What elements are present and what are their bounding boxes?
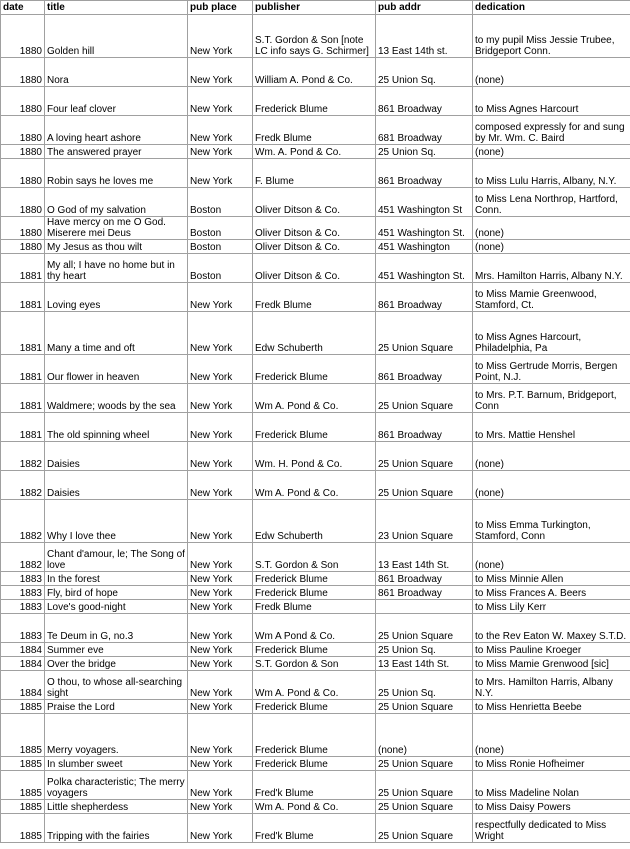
table-row	[1, 217, 630, 240]
cell-pub-place[interactable]: New York	[188, 657, 253, 671]
cell-dedication[interactable]: to Miss Pauline Kroeger	[473, 643, 630, 657]
cell-title[interactable]: Summer eve	[45, 643, 188, 657]
cell-date[interactable]: 1883	[1, 572, 45, 586]
cell-dedication[interactable]: to Miss Gertrude Morris, Bergen Point, N.J.	[473, 355, 630, 384]
cell-publisher[interactable]: S.T. Gordon & Son	[253, 543, 376, 572]
cell-dedication[interactable]: to Miss Ronie Hofheimer	[473, 757, 630, 771]
cell-pub-place[interactable]: New York	[188, 600, 253, 614]
cell-pub-addr[interactable]: 13 East 14th St.	[376, 543, 473, 572]
cell-pub-addr[interactable]: 25 Union Square	[376, 757, 473, 771]
cell-pub-place[interactable]: Boston	[188, 240, 253, 254]
cell-title[interactable]: Te Deum in G, no.3	[45, 614, 188, 643]
cell-title[interactable]: Praise the Lord	[45, 700, 188, 714]
cell-publisher[interactable]: Frederick Blume	[253, 586, 376, 600]
cell-publisher[interactable]: S.T. Gordon & Son [note LC info says G. Schirmer]	[253, 15, 376, 58]
table-row	[1, 254, 630, 283]
cell-pub-addr[interactable]: 25 Union Square	[376, 614, 473, 643]
cell-publisher[interactable]: William A. Pond & Co.	[253, 58, 376, 87]
table-row	[1, 145, 630, 159]
cell-publisher[interactable]: Wm A. Pond & Co.	[253, 671, 376, 700]
cell-date[interactable]: 1880	[1, 116, 45, 145]
table-row	[1, 614, 630, 643]
cell-pub-addr[interactable]: 23 Union Square	[376, 500, 473, 543]
cell-dedication[interactable]: composed expressly for and sung by Mr. Wm. C. Baird	[473, 116, 630, 145]
cell-pub-addr[interactable]: 13 East 14th St.	[376, 657, 473, 671]
cell-dedication[interactable]: to my pupil Miss Jessie Trubee, Bridgeport Conn.	[473, 15, 630, 58]
cell-date[interactable]: 1881	[1, 283, 45, 312]
cell-date[interactable]: 1880	[1, 240, 45, 254]
header-date[interactable]: date	[1, 1, 45, 15]
cell-publisher[interactable]: Fred'k Blume	[253, 771, 376, 800]
cell-date[interactable]: 1881	[1, 413, 45, 442]
cell-pub-place[interactable]: New York	[188, 442, 253, 471]
cell-pub-addr[interactable]: 25 Union Square	[376, 800, 473, 814]
cell-pub-addr[interactable]: 681 Broadway	[376, 116, 473, 145]
cell-publisher[interactable]: Frederick Blume	[253, 413, 376, 442]
cell-dedication[interactable]: (none)	[473, 442, 630, 471]
cell-pub-place[interactable]: New York	[188, 500, 253, 543]
cell-dedication[interactable]: to Mrs. Mattie Henshel	[473, 413, 630, 442]
cell-pub-addr[interactable]: 13 East 14th st.	[376, 15, 473, 58]
cell-pub-addr[interactable]: 451 Washington St.	[376, 254, 473, 283]
cell-publisher[interactable]: S.T. Gordon & Son	[253, 657, 376, 671]
cell-date[interactable]: 1880	[1, 145, 45, 159]
cell-title[interactable]: Our flower in heaven	[45, 355, 188, 384]
cell-title[interactable]: In slumber sweet	[45, 757, 188, 771]
cell-pub-addr[interactable]: 861 Broadway	[376, 87, 473, 116]
cell-title[interactable]: Loving eyes	[45, 283, 188, 312]
cell-date[interactable]: 1880	[1, 15, 45, 58]
table-row	[1, 771, 630, 800]
cell-pub-place[interactable]: New York	[188, 471, 253, 500]
cell-pub-addr[interactable]: 25 Union Square	[376, 471, 473, 500]
table-row	[1, 643, 630, 657]
cell-date[interactable]: 1883	[1, 600, 45, 614]
cell-pub-addr[interactable]: 861 Broadway	[376, 413, 473, 442]
cell-publisher[interactable]: Frederick Blume	[253, 572, 376, 586]
table-row	[1, 312, 630, 355]
cell-publisher[interactable]: Fred'k Blume	[253, 814, 376, 843]
cell-date[interactable]: 1884	[1, 657, 45, 671]
cell-pub-place[interactable]: Boston	[188, 217, 253, 240]
cell-dedication[interactable]: to Miss Minnie Allen	[473, 572, 630, 586]
cell-publisher[interactable]: Wm A. Pond & Co.	[253, 800, 376, 814]
table-row	[1, 700, 630, 714]
table-row	[1, 355, 630, 384]
cell-publisher[interactable]: Wm A. Pond & Co.	[253, 471, 376, 500]
cell-date[interactable]: 1882	[1, 543, 45, 572]
cell-dedication[interactable]: to Miss Lena Northrop, Hartford, Conn.	[473, 188, 630, 217]
table-row	[1, 413, 630, 442]
cell-publisher[interactable]: Fredk Blume	[253, 600, 376, 614]
cell-date[interactable]: 1881	[1, 384, 45, 413]
cell-dedication[interactable]: (none)	[473, 240, 630, 254]
header-row	[1, 1, 630, 15]
cell-date[interactable]: 1882	[1, 442, 45, 471]
cell-pub-addr[interactable]: 25 Union Square	[376, 312, 473, 355]
cell-pub-place[interactable]: New York	[188, 413, 253, 442]
header-publisher[interactable]: publisher	[253, 1, 376, 15]
cell-publisher[interactable]: Oliver Ditson & Co.	[253, 217, 376, 240]
cell-dedication[interactable]: to Miss Madeline Nolan	[473, 771, 630, 800]
cell-title[interactable]: Have mercy on me O God. Miserere mei Deus	[45, 217, 188, 240]
cell-title[interactable]: Chant d'amour, le; The Song of love	[45, 543, 188, 572]
cell-pub-addr[interactable]: 25 Union Sq.	[376, 145, 473, 159]
cell-pub-place[interactable]: New York	[188, 814, 253, 843]
cell-publisher[interactable]: Frederick Blume	[253, 757, 376, 771]
cell-dedication[interactable]: to Miss Frances A. Beers	[473, 586, 630, 600]
cell-dedication[interactable]: to Mrs. Hamilton Harris, Albany N.Y.	[473, 671, 630, 700]
table-row	[1, 442, 630, 471]
cell-pub-addr[interactable]: 451 Washington St	[376, 188, 473, 217]
cell-pub-place[interactable]: New York	[188, 87, 253, 116]
cell-pub-place[interactable]: New York	[188, 771, 253, 800]
cell-pub-place[interactable]: New York	[188, 283, 253, 312]
cell-date[interactable]: 1884	[1, 671, 45, 700]
cell-publisher[interactable]: Edw Schuberth	[253, 500, 376, 543]
cell-date[interactable]: 1880	[1, 159, 45, 188]
table-row	[1, 671, 630, 700]
cell-pub-place[interactable]: New York	[188, 643, 253, 657]
cell-pub-place[interactable]: New York	[188, 714, 253, 757]
table-row	[1, 543, 630, 572]
cell-title[interactable]: Daisies	[45, 442, 188, 471]
cell-date[interactable]: 1885	[1, 771, 45, 800]
cell-publisher[interactable]: Oliver Ditson & Co.	[253, 240, 376, 254]
cell-pub-place[interactable]: New York	[188, 116, 253, 145]
table-row	[1, 15, 630, 58]
cell-title[interactable]: My Jesus as thou wilt	[45, 240, 188, 254]
cell-publisher[interactable]: Wm A Pond & Co.	[253, 614, 376, 643]
cell-date[interactable]: 1885	[1, 814, 45, 843]
cell-date[interactable]: 1885	[1, 800, 45, 814]
cell-title[interactable]: Why I love thee	[45, 500, 188, 543]
cell-title[interactable]: Robin says he loves me	[45, 159, 188, 188]
cell-date[interactable]: 1880	[1, 58, 45, 87]
cell-title[interactable]: Fly, bird of hope	[45, 586, 188, 600]
cell-pub-place[interactable]: New York	[188, 757, 253, 771]
cell-title[interactable]: My all; I have no home but in thy heart	[45, 254, 188, 283]
cell-publisher[interactable]: Oliver Ditson & Co.	[253, 254, 376, 283]
table-row	[1, 159, 630, 188]
table-row	[1, 471, 630, 500]
cell-pub-place[interactable]: New York	[188, 159, 253, 188]
cell-pub-place[interactable]: New York	[188, 800, 253, 814]
cell-pub-place[interactable]: New York	[188, 384, 253, 413]
cell-dedication[interactable]: (none)	[473, 543, 630, 572]
cell-title[interactable]: Little shepherdess	[45, 800, 188, 814]
table-row	[1, 657, 630, 671]
cell-date[interactable]: 1880	[1, 87, 45, 116]
cell-dedication[interactable]: (none)	[473, 714, 630, 757]
cell-date[interactable]: 1882	[1, 471, 45, 500]
cell-date[interactable]: 1880	[1, 188, 45, 217]
cell-publisher[interactable]: Frederick Blume	[253, 714, 376, 757]
cell-date[interactable]: 1885	[1, 757, 45, 771]
cell-date[interactable]: 1880	[1, 217, 45, 240]
cell-dedication[interactable]: to Miss Agnes Harcourt	[473, 87, 630, 116]
table-row	[1, 814, 630, 843]
table-row	[1, 188, 630, 217]
cell-title[interactable]: Daisies	[45, 471, 188, 500]
cell-dedication[interactable]: (none)	[473, 217, 630, 240]
cell-publisher[interactable]: F. Blume	[253, 159, 376, 188]
cell-publisher[interactable]: Edw Schuberth	[253, 312, 376, 355]
cell-pub-addr[interactable]: 25 Union Square	[376, 700, 473, 714]
cell-date[interactable]: 1881	[1, 355, 45, 384]
cell-pub-addr[interactable]: 25 Union Square	[376, 771, 473, 800]
cell-publisher[interactable]: Wm. A. Pond & Co.	[253, 145, 376, 159]
cell-pub-place[interactable]: New York	[188, 312, 253, 355]
header-pub-place[interactable]: pub place	[188, 1, 253, 15]
cell-dedication[interactable]: respectfully dedicated to Miss Wright	[473, 814, 630, 843]
cell-title[interactable]: A loving heart ashore	[45, 116, 188, 145]
table-row	[1, 87, 630, 116]
cell-title[interactable]: Many a time and oft	[45, 312, 188, 355]
cell-publisher[interactable]: Frederick Blume	[253, 355, 376, 384]
cell-pub-place[interactable]: New York	[188, 586, 253, 600]
cell-dedication[interactable]: to Miss Emma Turkington, Stamford, Conn	[473, 500, 630, 543]
table-row	[1, 384, 630, 413]
cell-dedication[interactable]: (none)	[473, 471, 630, 500]
cell-publisher[interactable]: Frederick Blume	[253, 87, 376, 116]
cell-pub-place[interactable]: New York	[188, 543, 253, 572]
cell-publisher[interactable]: Frederick Blume	[253, 643, 376, 657]
cell-pub-place[interactable]: New York	[188, 614, 253, 643]
cell-dedication[interactable]: to Miss Lulu Harris, Albany, N.Y.	[473, 159, 630, 188]
cell-pub-addr[interactable]: 861 Broadway	[376, 355, 473, 384]
cell-pub-addr[interactable]: 25 Union Sq.	[376, 643, 473, 657]
cell-title[interactable]: Four leaf clover	[45, 87, 188, 116]
table-row	[1, 116, 630, 145]
table-row	[1, 757, 630, 771]
cell-title[interactable]: The answered prayer	[45, 145, 188, 159]
cell-pub-addr[interactable]: 25 Union Square	[376, 814, 473, 843]
cell-date[interactable]: 1883	[1, 614, 45, 643]
cell-pub-addr[interactable]: 25 Union Square	[376, 442, 473, 471]
cell-pub-place[interactable]: New York	[188, 700, 253, 714]
cell-publisher[interactable]: Wm. H. Pond & Co.	[253, 442, 376, 471]
cell-dedication[interactable]: to Mrs. P.T. Barnum, Bridgeport, Conn	[473, 384, 630, 413]
cell-pub-addr[interactable]: 861 Broadway	[376, 572, 473, 586]
cell-title[interactable]: Nora	[45, 58, 188, 87]
cell-date[interactable]: 1883	[1, 586, 45, 600]
cell-pub-place[interactable]: New York	[188, 58, 253, 87]
cell-date[interactable]: 1885	[1, 714, 45, 757]
cell-title[interactable]: Tripping with the fairies	[45, 814, 188, 843]
table-row	[1, 800, 630, 814]
cell-publisher[interactable]: Wm A. Pond & Co.	[253, 384, 376, 413]
cell-dedication[interactable]: to the Rev Eaton W. Maxey S.T.D.	[473, 614, 630, 643]
cell-title[interactable]: The old spinning wheel	[45, 413, 188, 442]
cell-pub-addr[interactable]: 451 Washington	[376, 240, 473, 254]
cell-pub-addr[interactable]: 861 Broadway	[376, 586, 473, 600]
cell-dedication[interactable]: to Miss Henrietta Beebe	[473, 700, 630, 714]
cell-publisher[interactable]: Frederick Blume	[253, 700, 376, 714]
cell-pub-addr[interactable]: 451 Washington St.	[376, 217, 473, 240]
cell-date[interactable]: 1881	[1, 312, 45, 355]
table-row	[1, 586, 630, 600]
cell-publisher[interactable]: Fredk Blume	[253, 116, 376, 145]
cell-title[interactable]: Over the bridge	[45, 657, 188, 671]
cell-pub-place[interactable]: New York	[188, 145, 253, 159]
cell-title[interactable]: O God of my salvation	[45, 188, 188, 217]
table-row	[1, 600, 630, 614]
cell-pub-place[interactable]: New York	[188, 572, 253, 586]
cell-pub-addr[interactable]: 25 Union Square	[376, 384, 473, 413]
cell-date[interactable]: 1885	[1, 700, 45, 714]
cell-pub-addr[interactable]: 25 Union Sq.	[376, 671, 473, 700]
cell-title[interactable]: Love's good-night	[45, 600, 188, 614]
cell-publisher[interactable]: Oliver Ditson & Co.	[253, 188, 376, 217]
cell-pub-addr[interactable]: 861 Broadway	[376, 159, 473, 188]
cell-title[interactable]: Merry voyagers.	[45, 714, 188, 757]
table-row	[1, 500, 630, 543]
table-row	[1, 572, 630, 586]
cell-pub-addr[interactable]: (none)	[376, 714, 473, 757]
header-title[interactable]: title	[45, 1, 188, 15]
table-row	[1, 714, 630, 757]
cell-date[interactable]: 1884	[1, 643, 45, 657]
cell-dedication[interactable]: to Miss Lily Kerr	[473, 600, 630, 614]
cell-title[interactable]: O thou, to whose all-searching sight	[45, 671, 188, 700]
table-row	[1, 283, 630, 312]
cell-title[interactable]: In the forest	[45, 572, 188, 586]
cell-pub-place[interactable]: New York	[188, 671, 253, 700]
cell-pub-place[interactable]: New York	[188, 15, 253, 58]
cell-dedication[interactable]: Mrs. Hamilton Harris, Albany N.Y.	[473, 254, 630, 283]
cell-dedication[interactable]: to Miss Daisy Powers	[473, 800, 630, 814]
cell-publisher[interactable]: Fredk Blume	[253, 283, 376, 312]
cell-dedication[interactable]: to Miss Mamie Grenwood [sic]	[473, 657, 630, 671]
table-row	[1, 58, 630, 87]
cell-dedication[interactable]: to Miss Mamie Greenwood, Stamford, Ct.	[473, 283, 630, 312]
cell-title[interactable]: Golden hill	[45, 15, 188, 58]
cell-pub-addr[interactable]: 25 Union Sq.	[376, 58, 473, 87]
header-pub-addr[interactable]: pub addr	[376, 1, 473, 15]
cell-date[interactable]: 1881	[1, 254, 45, 283]
cell-pub-addr[interactable]	[376, 600, 473, 614]
cell-title[interactable]: Polka characteristic; The merry voyagers	[45, 771, 188, 800]
table-row	[1, 240, 630, 254]
cell-pub-addr[interactable]: 861 Broadway	[376, 283, 473, 312]
cell-title[interactable]: Waldmere; woods by the sea	[45, 384, 188, 413]
cell-pub-place[interactable]: Boston	[188, 188, 253, 217]
header-dedication[interactable]: dedication	[473, 1, 630, 15]
cell-pub-place[interactable]: Boston	[188, 254, 253, 283]
cell-dedication[interactable]: (none)	[473, 145, 630, 159]
cell-dedication[interactable]: to Miss Agnes Harcourt, Philadelphia, Pa	[473, 312, 630, 355]
cell-dedication[interactable]: (none)	[473, 58, 630, 87]
cell-pub-place[interactable]: New York	[188, 355, 253, 384]
cell-date[interactable]: 1882	[1, 500, 45, 543]
